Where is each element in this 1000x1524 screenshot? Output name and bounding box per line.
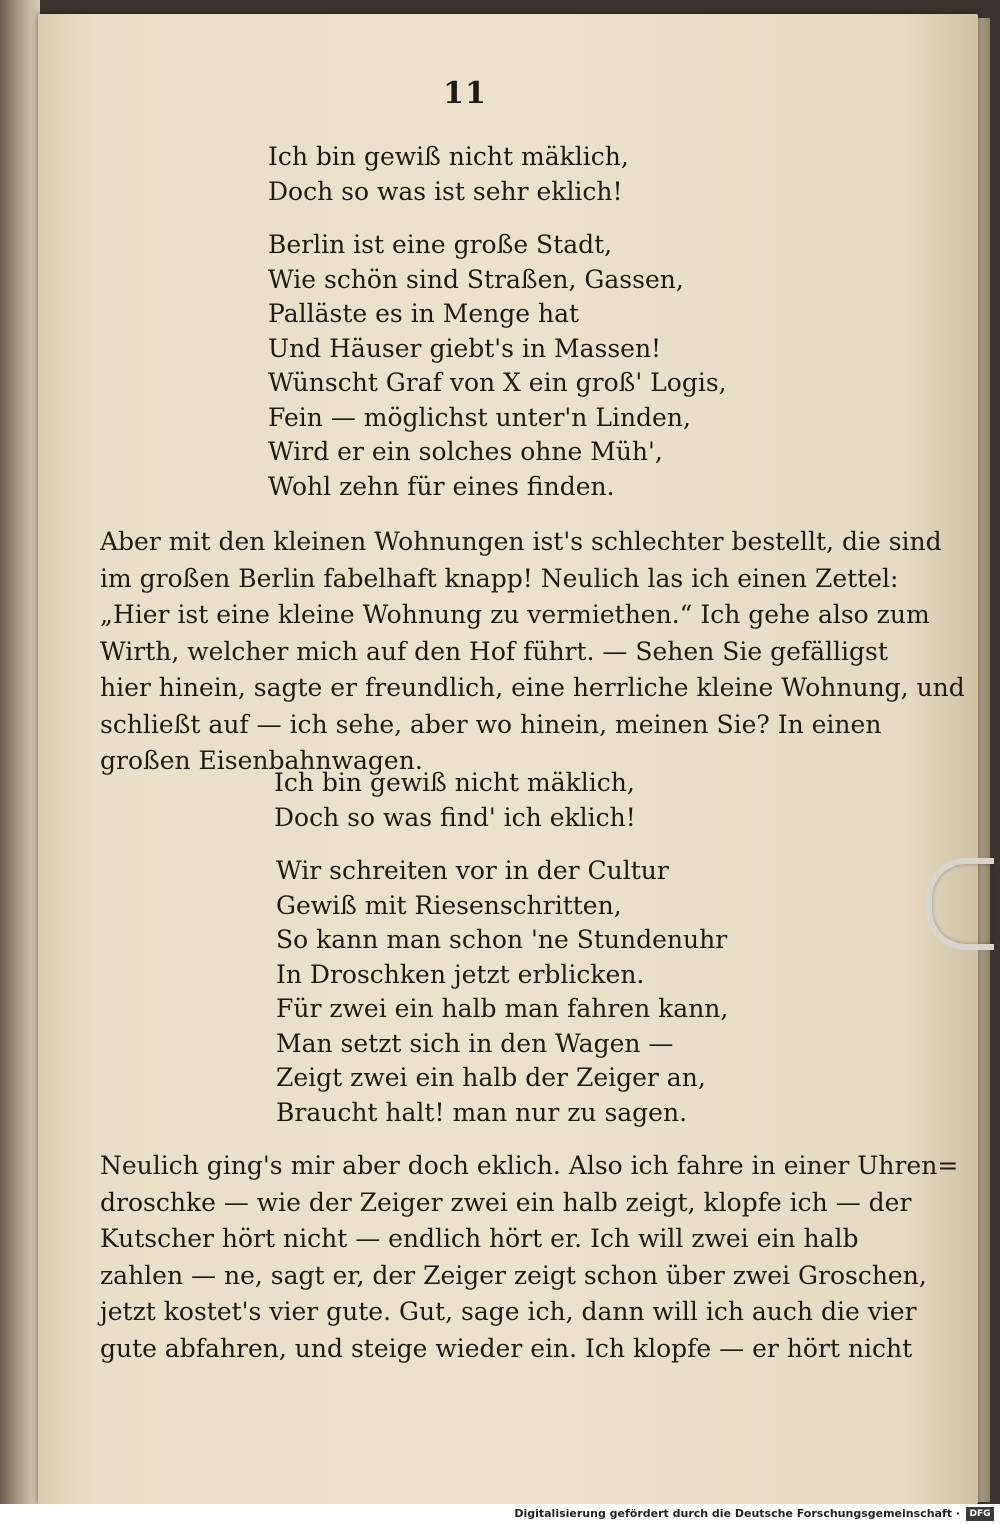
prose-paragraph-uhrendroschke bbox=[100, 1148, 959, 1367]
dfg-logo: DFG bbox=[966, 1507, 994, 1521]
verse-line: Fein — möglichst unter'n Linden, bbox=[268, 402, 691, 432]
prose-line: hier hinein, sagte er freundlich, eine herrliche kleine Wohnung, und bbox=[100, 673, 965, 702]
verse-line: Für zwei ein halb man fahren kann, bbox=[276, 994, 729, 1023]
digitization-footer bbox=[0, 1504, 1000, 1524]
verse-stanza-droschke bbox=[276, 854, 728, 1130]
verse-line: Palläste es in Menge hat bbox=[268, 299, 580, 328]
prose-line: gute abfahren, und steige wieder ein. Ich klopfe — er hört nicht bbox=[100, 1333, 913, 1363]
verse-line: Zeigt zwei ein halb der Zeiger an, bbox=[276, 1063, 706, 1092]
prose-line: Neulich ging's mir aber doch eklich. Also ich fahre in einer Uhren= bbox=[100, 1151, 959, 1180]
verse-line: Wir schreiten vor in der Cultur bbox=[276, 856, 669, 885]
prose-line: großen Eisenbahnwagen. bbox=[100, 746, 423, 775]
verse-line: Man setzt sich in den Wagen — bbox=[276, 1028, 674, 1058]
prose-line: zahlen — ne, sagt er, der Zeiger zeigt schon über zwei Groschen, bbox=[100, 1260, 927, 1290]
verse-line: Wohl zehn für eines finden. bbox=[268, 471, 615, 501]
prose-line: droschke — wie der Zeiger zwei ein halb zeigt, klopfe ich — der bbox=[100, 1187, 912, 1217]
verse-line: Ich bin gewiß nicht mäklich, bbox=[274, 768, 635, 797]
verse-refrain-2 bbox=[274, 766, 636, 835]
prose-line: „Hier ist eine kleine Wohnung zu vermiethen.“ Ich gehe also zum bbox=[100, 600, 930, 629]
prose-paragraph-wohnungen bbox=[100, 524, 965, 780]
dfg-credit: Digitalisierung gefördert durch die Deutsche Forschungsgemeinschaft · bbox=[514, 1507, 960, 1520]
prose-line: schließt auf — ich sehe, aber wo hinein, meinen Sie? In einen bbox=[100, 709, 882, 739]
verse-line: Doch so was ist sehr eklich! bbox=[268, 176, 623, 206]
verse-refrain-1 bbox=[268, 140, 629, 209]
verse-line: Gewiß mit Riesenschritten, bbox=[276, 890, 622, 920]
verse-line: So kann man schon 'ne Stundenuhr bbox=[276, 925, 728, 954]
verse-line: Berlin ist eine große Stadt, bbox=[268, 230, 613, 259]
prose-line: Wirth, welcher mich auf den Hof führt. — Sehen Sie gefälligst bbox=[100, 636, 888, 666]
prose-line: Aber mit den kleinen Wohnungen ist's schlechter bestellt, die sind bbox=[100, 527, 942, 556]
page-number: 11 bbox=[443, 76, 487, 111]
prose-line: Kutscher hört nicht — endlich hört er. Ich will zwei ein halb bbox=[100, 1224, 859, 1253]
prose-line: im großen Berlin fabelhaft knapp! Neulich las ich einen Zettel: bbox=[100, 563, 899, 593]
verse-line: Und Häuser giebt's in Massen! bbox=[268, 333, 662, 363]
verse-line: Wie schön sind Straßen, Gassen, bbox=[268, 264, 684, 294]
prose-line: jetzt kostet's vier gute. Gut, sage ich, dann will ich auch die vier bbox=[100, 1297, 917, 1326]
verse-line: Braucht halt! man nur zu sagen. bbox=[276, 1097, 688, 1127]
verse-line: Ich bin gewiß nicht mäklich, bbox=[268, 142, 629, 171]
verse-stanza-berlin bbox=[268, 228, 727, 504]
verse-line: Wünscht Graf von X ein groß' Logis, bbox=[268, 368, 727, 397]
verse-line: Wird er ein solches ohne Müh', bbox=[268, 437, 663, 466]
verse-line: Doch so was find' ich eklich! bbox=[274, 802, 636, 832]
verse-line: In Droschken jetzt erblicken. bbox=[276, 959, 645, 989]
